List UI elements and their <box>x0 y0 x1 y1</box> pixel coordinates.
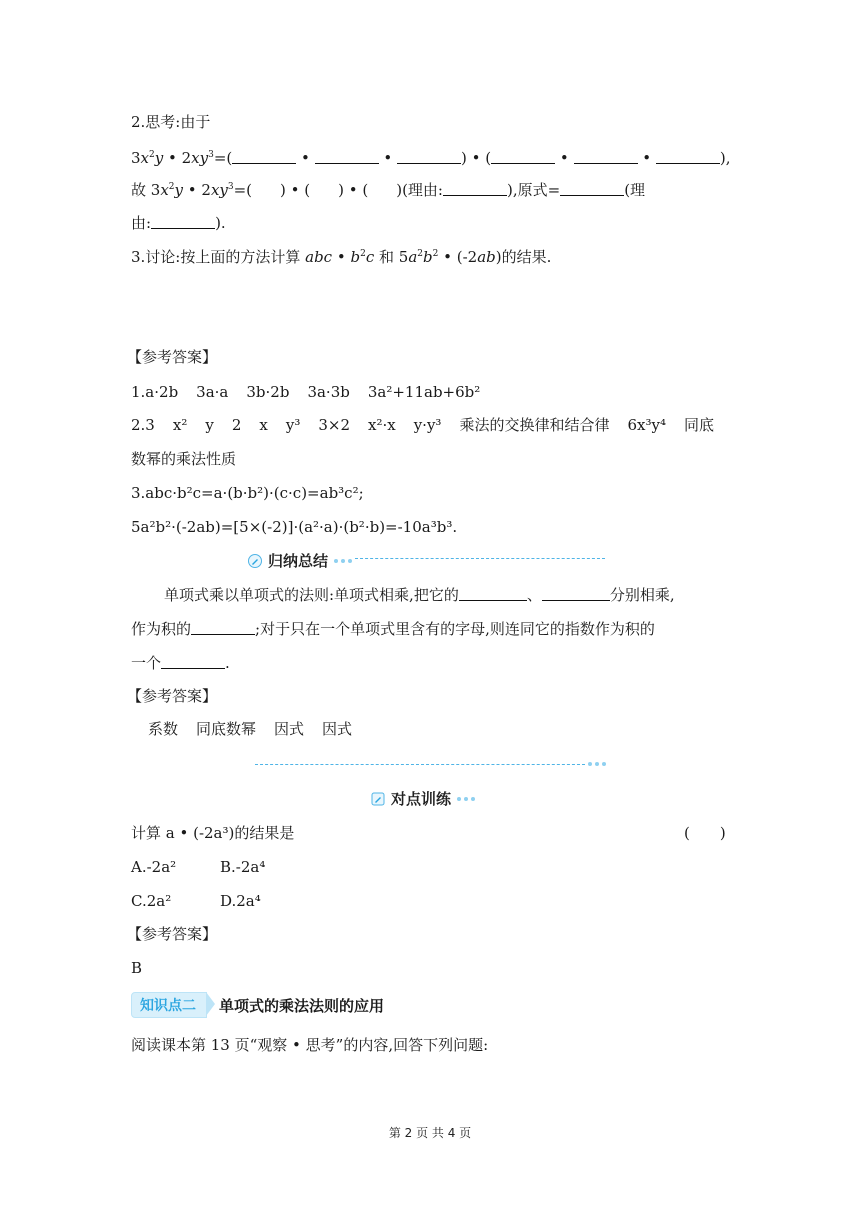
blank[interactable] <box>232 149 296 164</box>
knowledge-point-badge: 知识点二 <box>131 992 207 1018</box>
summary-answers: 系数 同底数幂 因式 因式 <box>148 720 353 738</box>
blank[interactable] <box>560 181 624 196</box>
blank[interactable] <box>491 149 555 164</box>
summary-paragraph-line1: 单项式乘以单项式的法则:单项式相乘,把它的 、 分别相乘, <box>164 586 675 604</box>
dots-icon <box>588 762 606 766</box>
page-footer: 第 2 页 共 4 页 <box>388 1126 472 1140</box>
practice-answer: B <box>131 959 143 977</box>
blank[interactable] <box>397 149 461 164</box>
option-c: C.2a² <box>131 892 172 910</box>
divider <box>355 558 605 559</box>
answer-line5: 5a²b²·(-2ab)=[5×(-2)]·(a²·a)·(b²·b)=-10a³b³. <box>131 518 458 536</box>
dots-icon <box>334 559 352 563</box>
answer-bracket[interactable]: ( ) <box>684 824 726 842</box>
option-a: A.-2a² <box>131 858 177 876</box>
divider <box>255 764 585 765</box>
summary-paragraph-line3: 一个 . <box>131 654 230 672</box>
blank[interactable] <box>443 181 507 196</box>
blank[interactable] <box>191 620 255 635</box>
think-equation-line2: 故 $3x^2y$ • $2xy^3=$( ) • ( ) • ( )(理由: ),原式= (理 <box>131 181 646 199</box>
practice-header: 对点训练 <box>371 788 475 809</box>
pencil-icon <box>248 554 262 568</box>
pencil-icon <box>371 792 385 806</box>
dots-icon <box>457 797 475 801</box>
practice-question: 计算 a • (-2a³)的结果是 <box>131 824 295 842</box>
summary-header: 归纳总结 <box>248 550 352 571</box>
blank[interactable] <box>542 586 610 601</box>
blank[interactable] <box>151 214 215 229</box>
option-d: D.2a⁴ <box>220 892 261 910</box>
answer-line1: 1.a·2b 3a·a 3b·2b 3a·3b 3a²+11ab+6b² <box>131 383 481 401</box>
answer-line3: 数幂的乘法性质 <box>131 450 237 468</box>
answer-line4: 3.abc·b²c=a·(b·b²)·(c·c)=ab³c²; <box>131 484 364 502</box>
reading-instruction: 阅读课本第 13 页“观察 • 思考”的内容,回答下列问题: <box>131 1036 489 1054</box>
answer-label: 【参考答案】 <box>127 687 218 705</box>
blank[interactable] <box>161 654 225 669</box>
option-b: B.-2a⁴ <box>220 858 266 876</box>
knowledge-point-heading <box>131 992 384 1018</box>
think-label: 2.思考:由于 <box>131 113 211 131</box>
blank[interactable] <box>315 149 379 164</box>
answer-line2: 2.3 x² y 2 x y³ 3×2 x²·x y·y³ 乘法的交换律和结合律 6x³y⁴ 同底 <box>131 416 714 434</box>
think-equation-line3: 由: ). <box>131 214 226 232</box>
answer-label: 【参考答案】 <box>127 925 218 943</box>
blank[interactable] <box>574 149 638 164</box>
discuss-question: 3.讨论:按上面的方法计算 abc • $b^2c$ 和 $5a^2b^2$ • (-2ab)的结果. <box>131 248 552 266</box>
blank[interactable] <box>459 586 527 601</box>
blank[interactable] <box>656 149 720 164</box>
summary-paragraph-line2: 作为积的 ;对于只在一个单项式里含有的字母,则连同它的指数作为积的 <box>131 620 655 638</box>
think-equation-line1: $3x^2y$ • $2xy^3=$( • • ) • ( • • ), <box>131 149 731 167</box>
knowledge-point-title: 单项式的乘法法则的应用 <box>219 996 385 1015</box>
answer-label: 【参考答案】 <box>127 348 218 366</box>
